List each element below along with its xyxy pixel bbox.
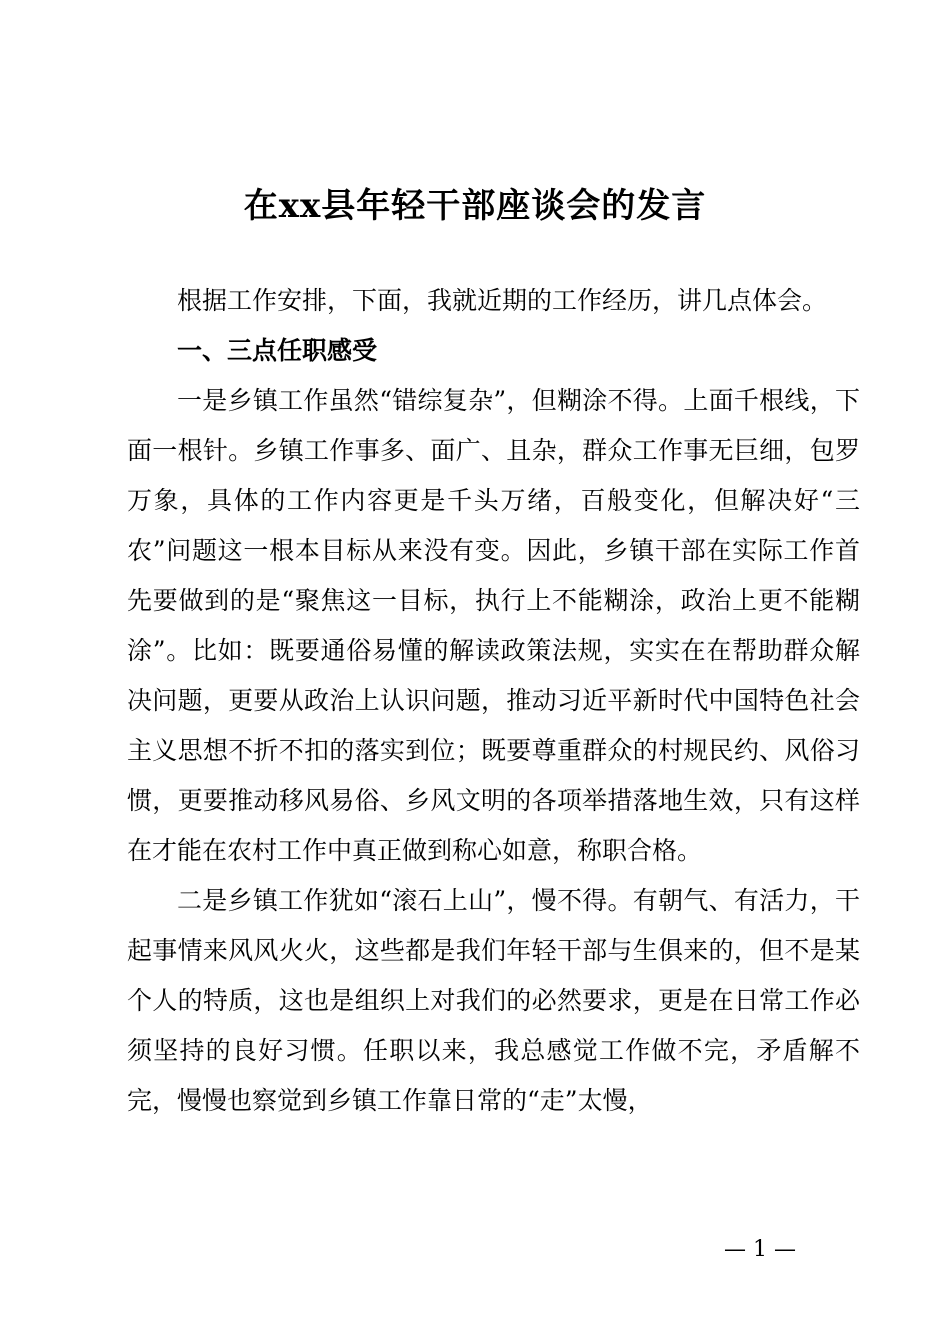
- body-paragraph: 一是乡镇工作虽然“错综复杂”，但糊涂不得。上面千根线，下面一根针。乡镇工作事多、面广、且杂，群众工作事无巨细，包罗万象，具体的工作内容更是千头万绪，百般变化，但解决好“三农”问题这一根本目标从来没有变。因此，乡镇干部在实际工作首先要做到的是“聚焦这一目标，执行上不能糊涂，政治上更不能糊涂”。比如：既要通俗易懂的解读政策法规，实实在在帮助群众解决问题，更要从政治上认识问题，推动习近平新时代中国特色社会主义思想不折不扣的落实到位；既要尊重群众的村规民约、风俗习惯，更要推动移风易俗、乡风文明的各项举措落地生效，只有这样在才能在农村工作中真正做到称心如意，称职合格。: [127, 386, 860, 865]
- intro-paragraph: 根据工作安排，下面，我就近期的工作经历，讲几点体会。: [177, 286, 828, 315]
- page-number: — 1 —: [724, 1237, 796, 1262]
- document-title: 在xx县年轻干部座谈会的发言: [243, 186, 707, 226]
- section-heading: 一、三点任职感受: [177, 336, 378, 365]
- body-paragraph: 二是乡镇工作犹如“滚石上山”，慢不得。有朝气、有活力，干起事情来风风火火，这些都是我们年轻干部与生俱来的，但不是某个人的特质，这也是组织上对我们的必然要求，更是在日常工作必须坚持的良好习惯。任职以来，我总感觉工作做不完，矛盾解不完，慢慢也察觉到乡镇工作靠日常的“走”太慢，: [127, 886, 860, 1115]
- document-body: [127, 276, 860, 1126]
